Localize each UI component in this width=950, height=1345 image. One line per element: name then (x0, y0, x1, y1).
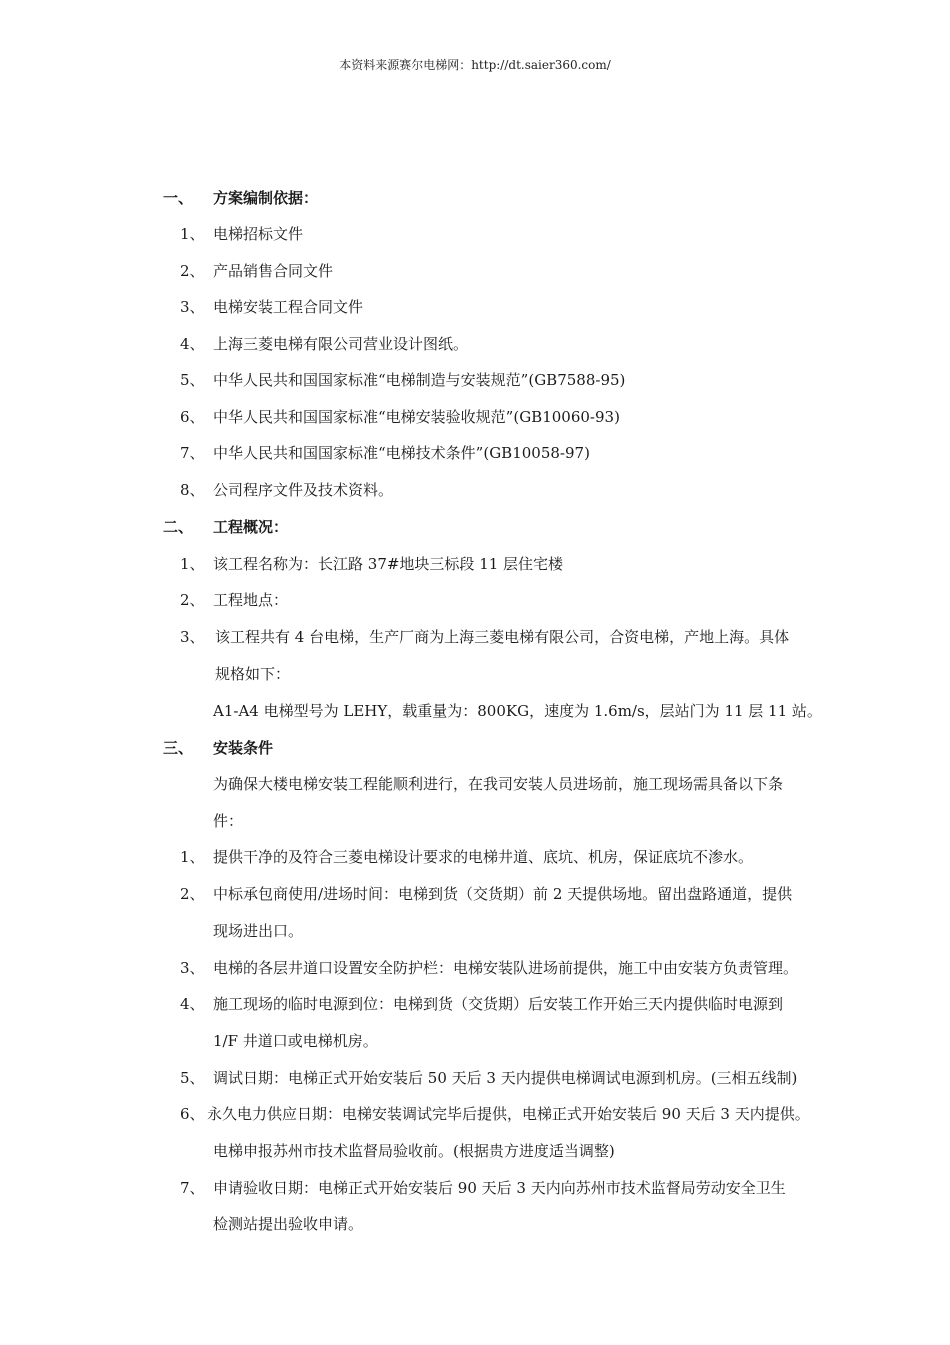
list-item-text: 中华人民共和国国家标准“电梯安装验收规范”(GB10060-93) (213, 408, 620, 426)
section-number: 三、 (163, 739, 194, 757)
list-item-text: 电梯安装工程合同文件 (213, 298, 364, 316)
section-number: 二、 (163, 518, 194, 536)
spec-text: A1-A4 电梯型号为 LEHY，载重量为：800KG，速度为 1.6m/s，层站门为 11 层 11 站。 (213, 702, 822, 720)
page-header-source: 本资料来源赛尔电梯网：http://dt.saier360.com/ (339, 58, 611, 72)
list-item-number: 8、 (180, 481, 205, 499)
list-item-text: 中标承包商使用/进场时间：电梯到货（交货期）前 2 天提供场地。留出盘路通道，提供 (213, 885, 793, 903)
list-item-text: 检测站提出验收申请。 (213, 1215, 364, 1233)
list-item-number: 6、 (180, 1105, 205, 1123)
list-item-number: 3、 (180, 959, 205, 977)
list-item-text: 产品销售合同文件 (213, 262, 334, 280)
list-item-number: 7、 (180, 1179, 205, 1197)
list-item-number: 5、 (180, 1069, 205, 1087)
list-item-text: 电梯申报苏州市技术监督局验收前。(根据贵方进度适当调整) (213, 1142, 615, 1160)
section-title: 安装条件 (213, 739, 274, 757)
list-item-text: 施工现场的临时电源到位：电梯到货（交货期）后安装工作开始三天内提供临时电源到 (213, 995, 784, 1013)
list-item-number: 5、 (180, 371, 205, 389)
list-item-number: 1、 (180, 555, 205, 573)
list-item-number: 7、 (180, 444, 205, 462)
list-item-text: 中华人民共和国国家标准“电梯技术条件”(GB10058-97) (213, 444, 590, 462)
section-title: 方案编制依据： (213, 189, 319, 207)
section-number: 一、 (163, 189, 194, 207)
section-title: 工程概况： (213, 518, 289, 536)
list-item-text: 规格如下： (215, 665, 291, 683)
list-item-text: 工程地点： (213, 591, 289, 609)
list-item-number: 3、 (180, 298, 205, 316)
list-item-text: 该工程名称为：长江路 37#地块三标段 11 层住宅楼 (213, 555, 564, 573)
list-item-text: 调试日期：电梯正式开始安装后 50 天后 3 天内提供电梯调试电源到机房。(三相五线制) (213, 1069, 798, 1087)
list-item-number: 2、 (180, 262, 205, 280)
list-item-text: 该工程共有 4 台电梯，生产厂商为上海三菱电梯有限公司，合资电梯，产地上海。具体 (215, 628, 790, 646)
list-item-number: 4、 (180, 335, 205, 353)
list-item-number: 2、 (180, 591, 205, 609)
list-item-text: 申请验收日期：电梯正式开始安装后 90 天后 3 天内向苏州市技术监督局劳动安全卫生 (213, 1179, 786, 1197)
list-item-text: 中华人民共和国国家标准“电梯制造与安装规范”(GB7588-95) (213, 371, 626, 389)
list-item-text: 电梯的各层井道口设置安全防护栏：电梯安装队进场前提供，施工中由安装方负责管理。 (213, 959, 799, 977)
intro-text: 件： (213, 812, 244, 830)
list-item-text: 公司程序文件及技术资料。 (213, 481, 394, 499)
list-item-number: 2、 (180, 885, 205, 903)
intro-text: 为确保大楼电梯安装工程能顺利进行，在我司安装人员进场前，施工现场需具备以下条 (213, 775, 784, 793)
list-item-text: 电梯招标文件 (213, 225, 304, 243)
list-item-number: 6、 (180, 408, 205, 426)
list-item-text: 永久电力供应日期：电梯安装调试完毕后提供，电梯正式开始安装后 90 天后 3 天内提供。 (207, 1105, 810, 1123)
list-item-number: 3、 (180, 628, 205, 646)
list-item-number: 1、 (180, 225, 205, 243)
list-item-text: 现场进出口。 (213, 922, 304, 940)
list-item-number: 4、 (180, 995, 205, 1013)
list-item-text: 上海三菱电梯有限公司营业设计图纸。 (213, 335, 469, 353)
list-item-number: 1、 (180, 848, 205, 866)
list-item-text: 1/F 井道口或电梯机房。 (213, 1032, 378, 1050)
list-item-text: 提供干净的及符合三菱电梯设计要求的电梯井道、底坑、机房，保证底坑不渗水。 (213, 848, 754, 866)
